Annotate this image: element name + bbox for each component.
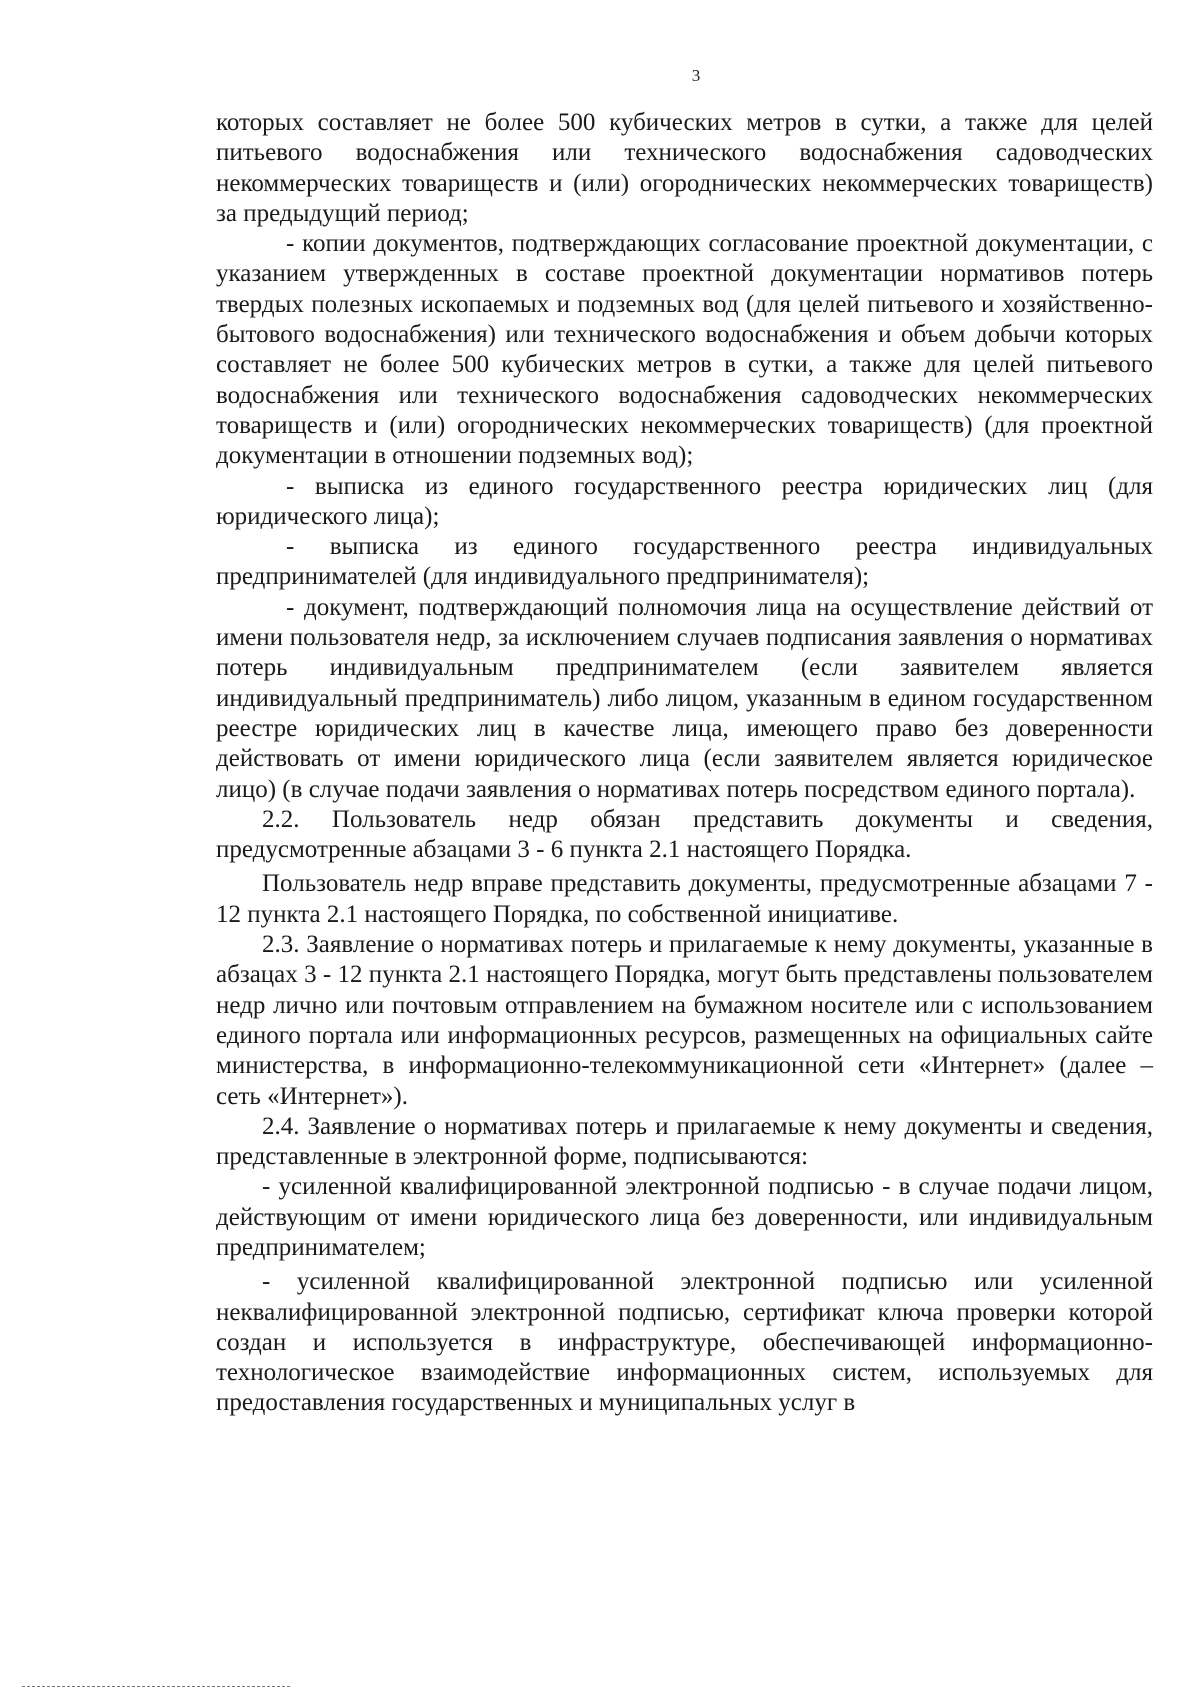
footnote-divider (22, 1686, 290, 1687)
list-item-qualified-signature: - усиленной квалифицированной электронной подписью - в случае подачи лицом, действующим от имени юридического лица без доверенности, или индивидуальным предпринимателем; (216, 1173, 1153, 1261)
list-item-egrul-extract: - выписка из единого государственного реестра юридических лиц (для юридического лица); (216, 472, 1153, 530)
clause-2-4: 2.4. Заявление о нормативах потерь и прилагаемые к нему документы и сведения, представленные в электронной форме, подписываются: (216, 1112, 1153, 1171)
list-item-authority-document: - документ, подтверждающий полномочия лица на осуществление действий от имени пользователя недр, за исключением случаев подписания заявления о нормативах потерь индивидуальным предпринимателем (если заявителем является индивидуальный предприниматель) либо лицом, указанным в едином государственном реестре юридических лиц в качестве лица, имеющего право без доверенности действовать от имени юридического лица (если заявителем является юридическое лицо) (в случае подачи заявления о нормативах потерь посредством единого портала). (216, 593, 1153, 803)
clause-2-2: 2.2. Пользователь недр обязан представить документы и сведения, предусмотренные абзацами 3 - 6 пункта 2.1 настоящего Порядка. (216, 805, 1153, 864)
clause-2-3: 2.3. Заявление о нормативах потерь и прилагаемые к нему документы, указанные в абзацах 3 - 12 пункта 2.1 настоящего Порядка, могут быть представлены пользователем недр лично или почтовым отправлением на бумажном носителе или с использованием единого портала или информационных ресурсов, размещенных на официальных сайте министерства, в информационно-телекоммуникационной сети «Интернет» (далее – сеть «Интернет»). (216, 931, 1153, 1110)
document-body (216, 108, 1153, 1419)
list-item-project-docs: - копии документов, подтверждающих согласование проектной документации, с указанием утвержденных в составе проектной документации нормативов потерь твердых полезных ископаемых и подземных вод (для целей питьевого и хозяйственно-бытового водоснабжения) или технического водоснабжения и объем добычи которых составляет не более 500 кубических метров в сутки, а также для целей питьевого водоснабжения или технического водоснабжения садоводческих некоммерческих товариществ и (или) огороднических некоммерческих товариществ) (для проектной документации в отношении подземных вод); (216, 230, 1153, 470)
list-item-egrip-extract: - выписка из единого государственного реестра индивидуальных предпринимателей (для индивидуального предпринимателя); (216, 533, 1153, 591)
page-number: 3 (691, 66, 701, 85)
clause-2-2-optional: Пользователь недр вправе представить документы, предусмотренные абзацами 7 - 12 пункта 2.1 настоящего Порядка, по собственной инициативе. (216, 870, 1153, 928)
paragraph-continuation: которых составляет не более 500 кубических метров в сутки, а также для целей питьевого водоснабжения или технического водоснабжения садоводческих некоммерческих товариществ и (или) огороднических некоммерческих товариществ) за предыдущий период; (216, 109, 1153, 227)
list-item-unqualified-signature: - усиленной квалифицированной электронной подписью или усиленной неквалифицированной электронной подписью, сертификат ключа проверки которой создан и используется в инфраструктуре, обеспечивающей информационно-технологическое взаимодействие информационных систем, используемых для предоставления государственных и муниципальных услуг в (216, 1268, 1153, 1417)
